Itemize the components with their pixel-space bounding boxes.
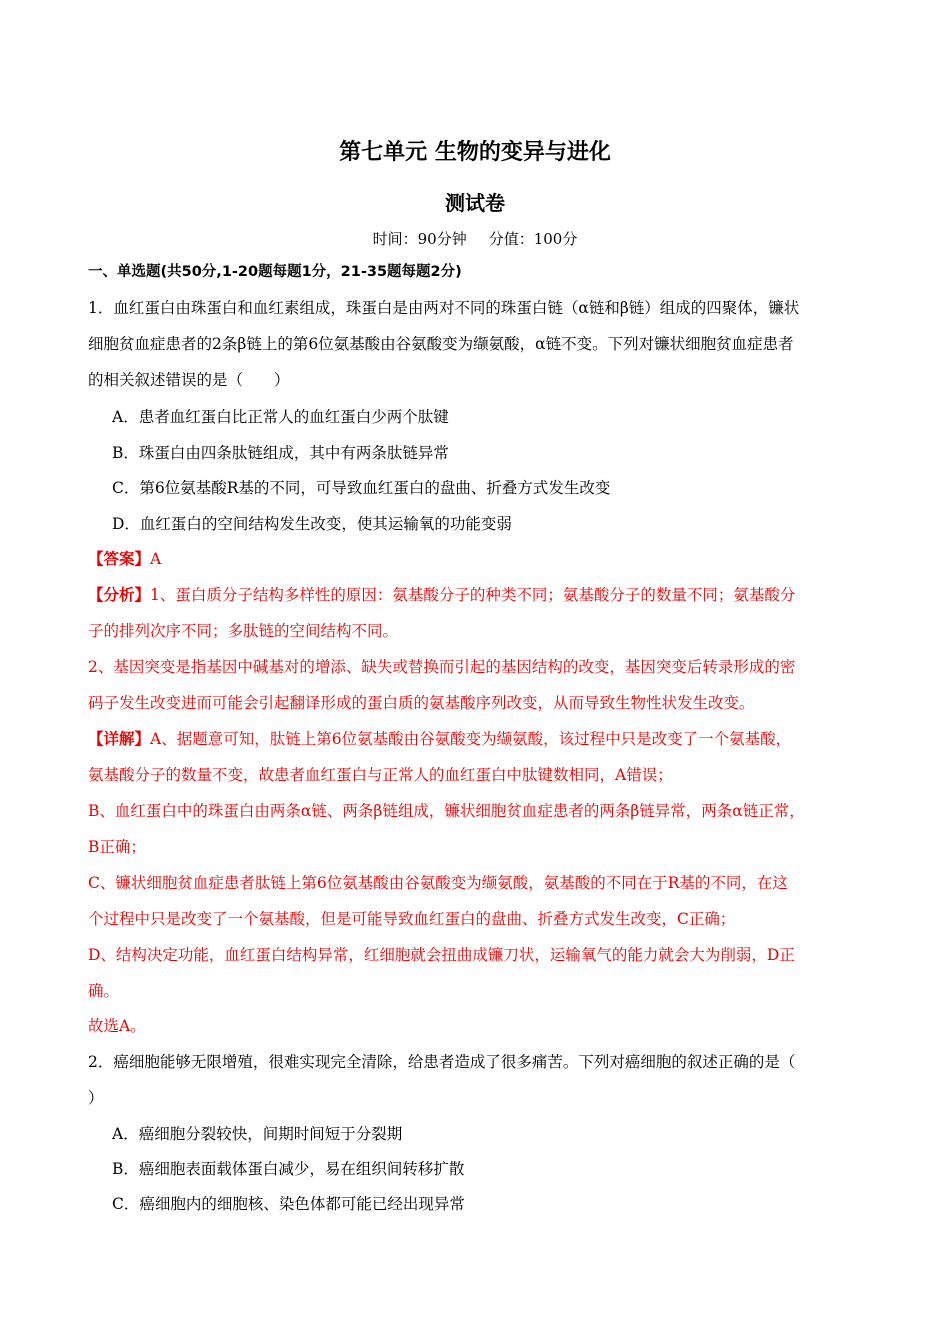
analysis-tag: 【分析】 xyxy=(88,585,151,604)
q1-stem-line: 的相关叙述错误的是（ ） xyxy=(88,371,290,389)
q2-option-b: B．癌细胞表面载体蛋白减少，易在组织间转移扩散 xyxy=(112,1160,465,1178)
q1-detail-line: B正确； xyxy=(88,838,146,856)
q1-analysis-line: 2、基因突变是指基因中碱基对的增添、缺失或替换而引起的基因结构的改变，基因突变后转录形成的密 xyxy=(88,658,796,676)
exam-meta xyxy=(0,228,950,249)
q2-stem-line: 2．癌细胞能够无限增殖，很难实现完全清除，给患者造成了很多痛苦。下列对癌细胞的叙述正确的是（ xyxy=(88,1053,796,1071)
q2-option-c: C．癌细胞内的细胞核、染色体都可能已经出现异常 xyxy=(112,1195,465,1213)
q2-stem-line: ） xyxy=(88,1089,104,1107)
q1-detail-line: 个过程中只是改变了一个氨基酸，但是可能导致血红蛋白的盘曲、折叠方式发生改变，C正确； xyxy=(88,910,736,928)
q1-option-d: D．血红蛋白的空间结构发生改变，使其运输氧的功能变弱 xyxy=(112,515,512,533)
q1-stem-line: 1．血红蛋白由珠蛋白和血红素组成，珠蛋白是由两对不同的珠蛋白链（α链和β链）组成的四聚体，镰状 xyxy=(88,299,800,317)
q1-option-a: A．患者血红蛋白比正常人的血红蛋白少两个肽键 xyxy=(112,408,449,426)
q1-detail-line: 氨基酸分子的数量不变，故患者血红蛋白与正常人的血红蛋白中肽键数相同，A错误； xyxy=(88,766,673,784)
exam-time: 时间：90分钟 xyxy=(372,230,467,248)
q1-detail-line: B、血红蛋白中的珠蛋白由两条α链、两条β链组成，镰状细胞贫血症患者的两条β链异常，两条α链正常， xyxy=(88,802,805,820)
q1-answer xyxy=(88,549,878,569)
q1-detail-line xyxy=(88,729,878,749)
detail-tag: 【详解】 xyxy=(88,729,151,748)
q1-stem-line: 细胞贫血症患者的2条β链上的第6位氨基酸由谷氨酸变为缬氨酸，α链不变。下列对镰状细胞贫血症患者 xyxy=(88,335,794,353)
section-heading: 一、单选题(共50分,1-20题每题1分，21-35题每题2分) xyxy=(88,264,462,280)
q1-conclusion: 故选A。 xyxy=(88,1017,146,1035)
q1-analysis-line xyxy=(88,585,878,605)
q1-option-b: B．珠蛋白由四条肽链组成，其中有两条肽链异常 xyxy=(112,444,449,462)
answer-value: A xyxy=(150,550,162,568)
q1-detail-line: 确。 xyxy=(88,982,120,1000)
q1-detail-line: C、镰状细胞贫血症患者肽链上第6位氨基酸由谷氨酸变为缬氨酸，氨基酸的不同在于R基的不同，在这 xyxy=(88,874,788,892)
q1-analysis-line: 码子发生改变进而可能会引起翻译形成的蛋白质的氨基酸序列改变，从而导致生物性状发生改变。 xyxy=(88,694,755,712)
q2-option-a: A．癌细胞分裂较快，间期时间短于分裂期 xyxy=(112,1125,403,1143)
detail-text: A、据题意可知，肽链上第6位氨基酸由谷氨酸变为缬氨酸，该过程中只是改变了一个氨基酸， xyxy=(150,730,792,748)
page-subtitle: 测试卷 xyxy=(445,191,505,215)
q1-option-c: C．第6位氨基酸R基的不同，可导致血红蛋白的盘曲、折叠方式发生改变 xyxy=(112,479,611,497)
q1-analysis-line: 子的排列次序不同；多肽链的空间结构不同。 xyxy=(88,622,399,640)
q1-detail-line: D、结构决定功能，血红蛋白结构异常，红细胞就会扭曲成镰刀状，运输氧气的能力就会大为削弱，D正 xyxy=(88,946,795,964)
page-title: 第七单元 生物的变异与进化 xyxy=(339,140,611,165)
answer-tag: 【答案】 xyxy=(88,549,151,568)
analysis-text: 1、蛋白质分子结构多样性的原因：氨基酸分子的种类不同；氨基酸分子的数量不同；氨基酸分 xyxy=(150,586,796,604)
exam-score: 分值：100分 xyxy=(488,230,578,248)
